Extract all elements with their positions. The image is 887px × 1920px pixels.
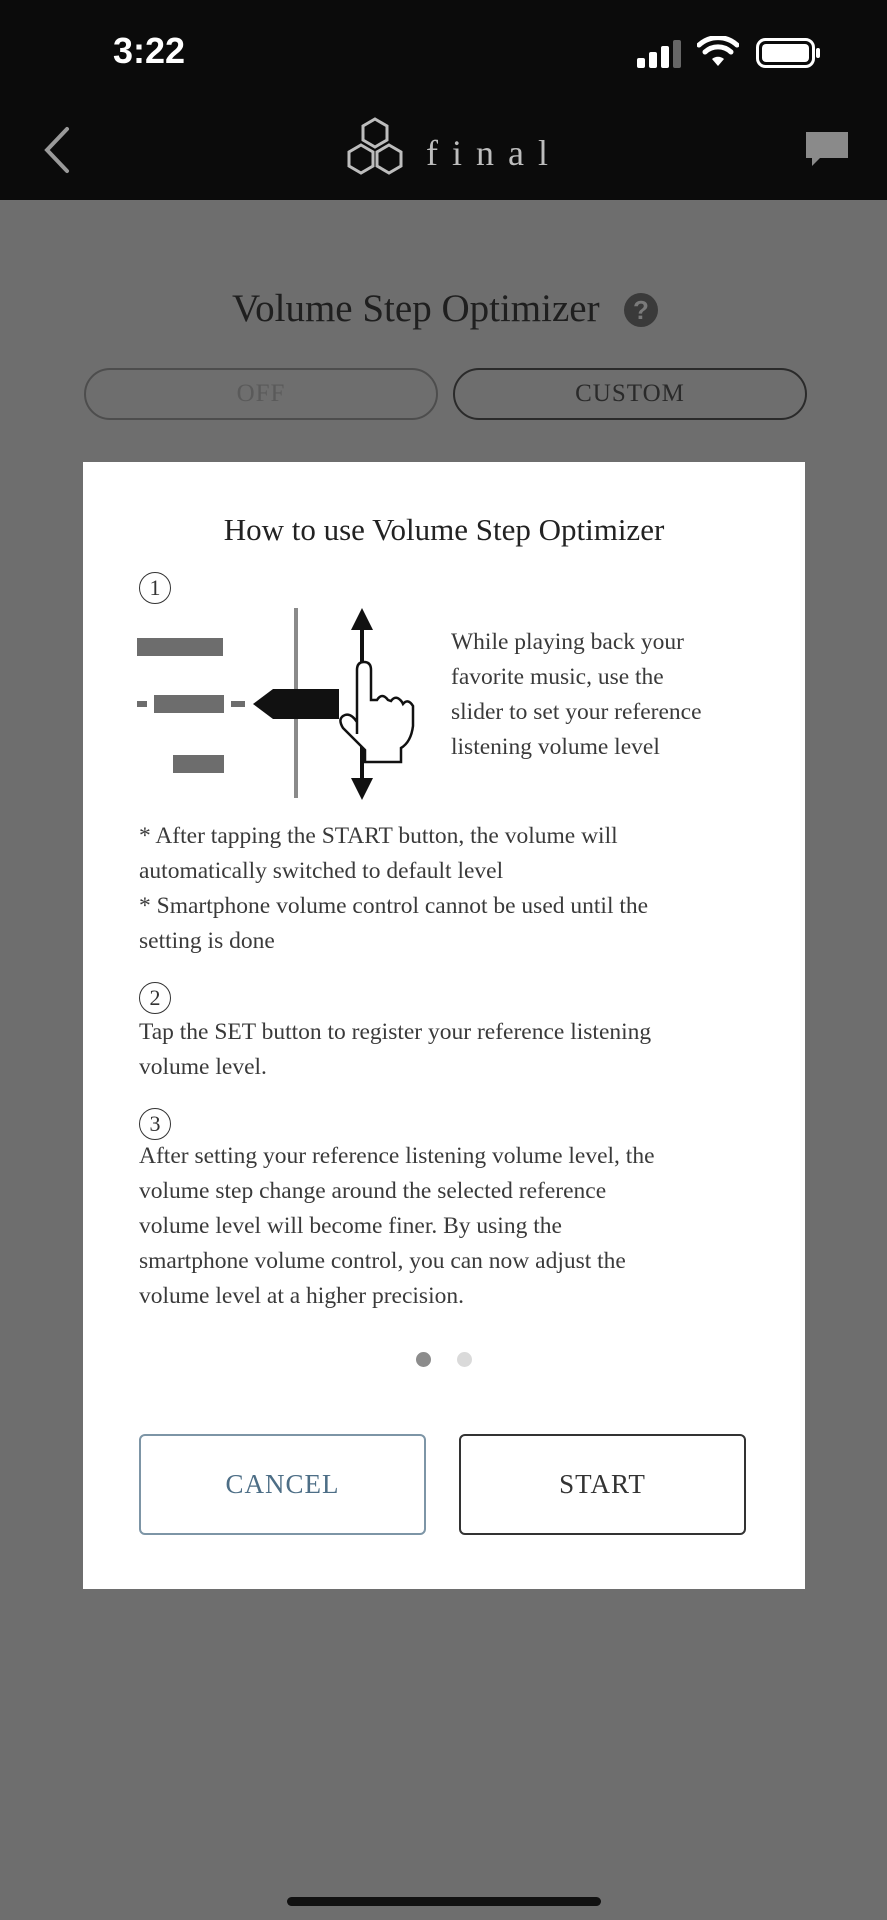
page-dot-active[interactable] <box>416 1352 431 1367</box>
page-dot[interactable] <box>457 1352 472 1367</box>
step-1-line: While playing back your <box>451 629 684 655</box>
segment-off[interactable]: OFF <box>84 368 438 420</box>
page-title: Volume Step Optimizer <box>232 287 600 330</box>
step-3-line: After setting your reference listening volume level, the <box>139 1143 655 1169</box>
step-1-line: listening volume level <box>451 734 660 760</box>
step-3-line: volume level at a higher precision. <box>139 1283 464 1309</box>
step-3-line: volume level will become finer. By using the <box>139 1213 562 1239</box>
step-3-number: 3 <box>139 1108 171 1140</box>
step-1-line: favorite music, use the <box>451 664 664 690</box>
step-1-number: 1 <box>139 572 171 604</box>
chat-icon[interactable] <box>804 130 850 170</box>
step-1-note: * Smartphone volume control cannot be used until the <box>139 893 649 919</box>
how-to-modal <box>83 462 805 1589</box>
step-1-line: slider to set your reference <box>451 699 702 725</box>
step-1-note: * After tapping the START button, the volume will <box>139 823 618 849</box>
step-2-number: 2 <box>139 982 171 1014</box>
status-time: 3:22 <box>113 30 186 71</box>
help-icon[interactable]: ? <box>624 293 658 327</box>
back-chevron-icon[interactable] <box>42 125 72 175</box>
step-2-line: volume level. <box>139 1054 267 1080</box>
step-1-note: setting is done <box>139 928 275 954</box>
page-indicator <box>83 1352 805 1372</box>
step-1-note: automatically switched to default level <box>139 858 504 884</box>
wifi-icon <box>697 36 739 68</box>
step-3-line: smartphone volume control, you can now adjust the <box>139 1248 626 1274</box>
start-button[interactable]: START <box>459 1434 746 1535</box>
step-3-line: volume step change around the selected reference <box>139 1178 607 1204</box>
cancel-button[interactable]: CANCEL <box>139 1434 426 1535</box>
nav-bar <box>0 100 887 200</box>
home-indicator[interactable] <box>287 1897 601 1906</box>
signal-icon <box>637 40 685 68</box>
hexagon-logo-icon <box>338 115 412 185</box>
battery-icon <box>756 38 822 68</box>
status-bar <box>0 0 887 100</box>
brand-wordmark: final <box>426 133 562 173</box>
slider-illustration <box>129 602 429 802</box>
modal-title: How to use Volume Step Optimizer <box>223 512 665 547</box>
segment-custom[interactable]: CUSTOM <box>453 368 807 420</box>
step-2-line: Tap the SET button to register your reference listening <box>139 1019 652 1045</box>
